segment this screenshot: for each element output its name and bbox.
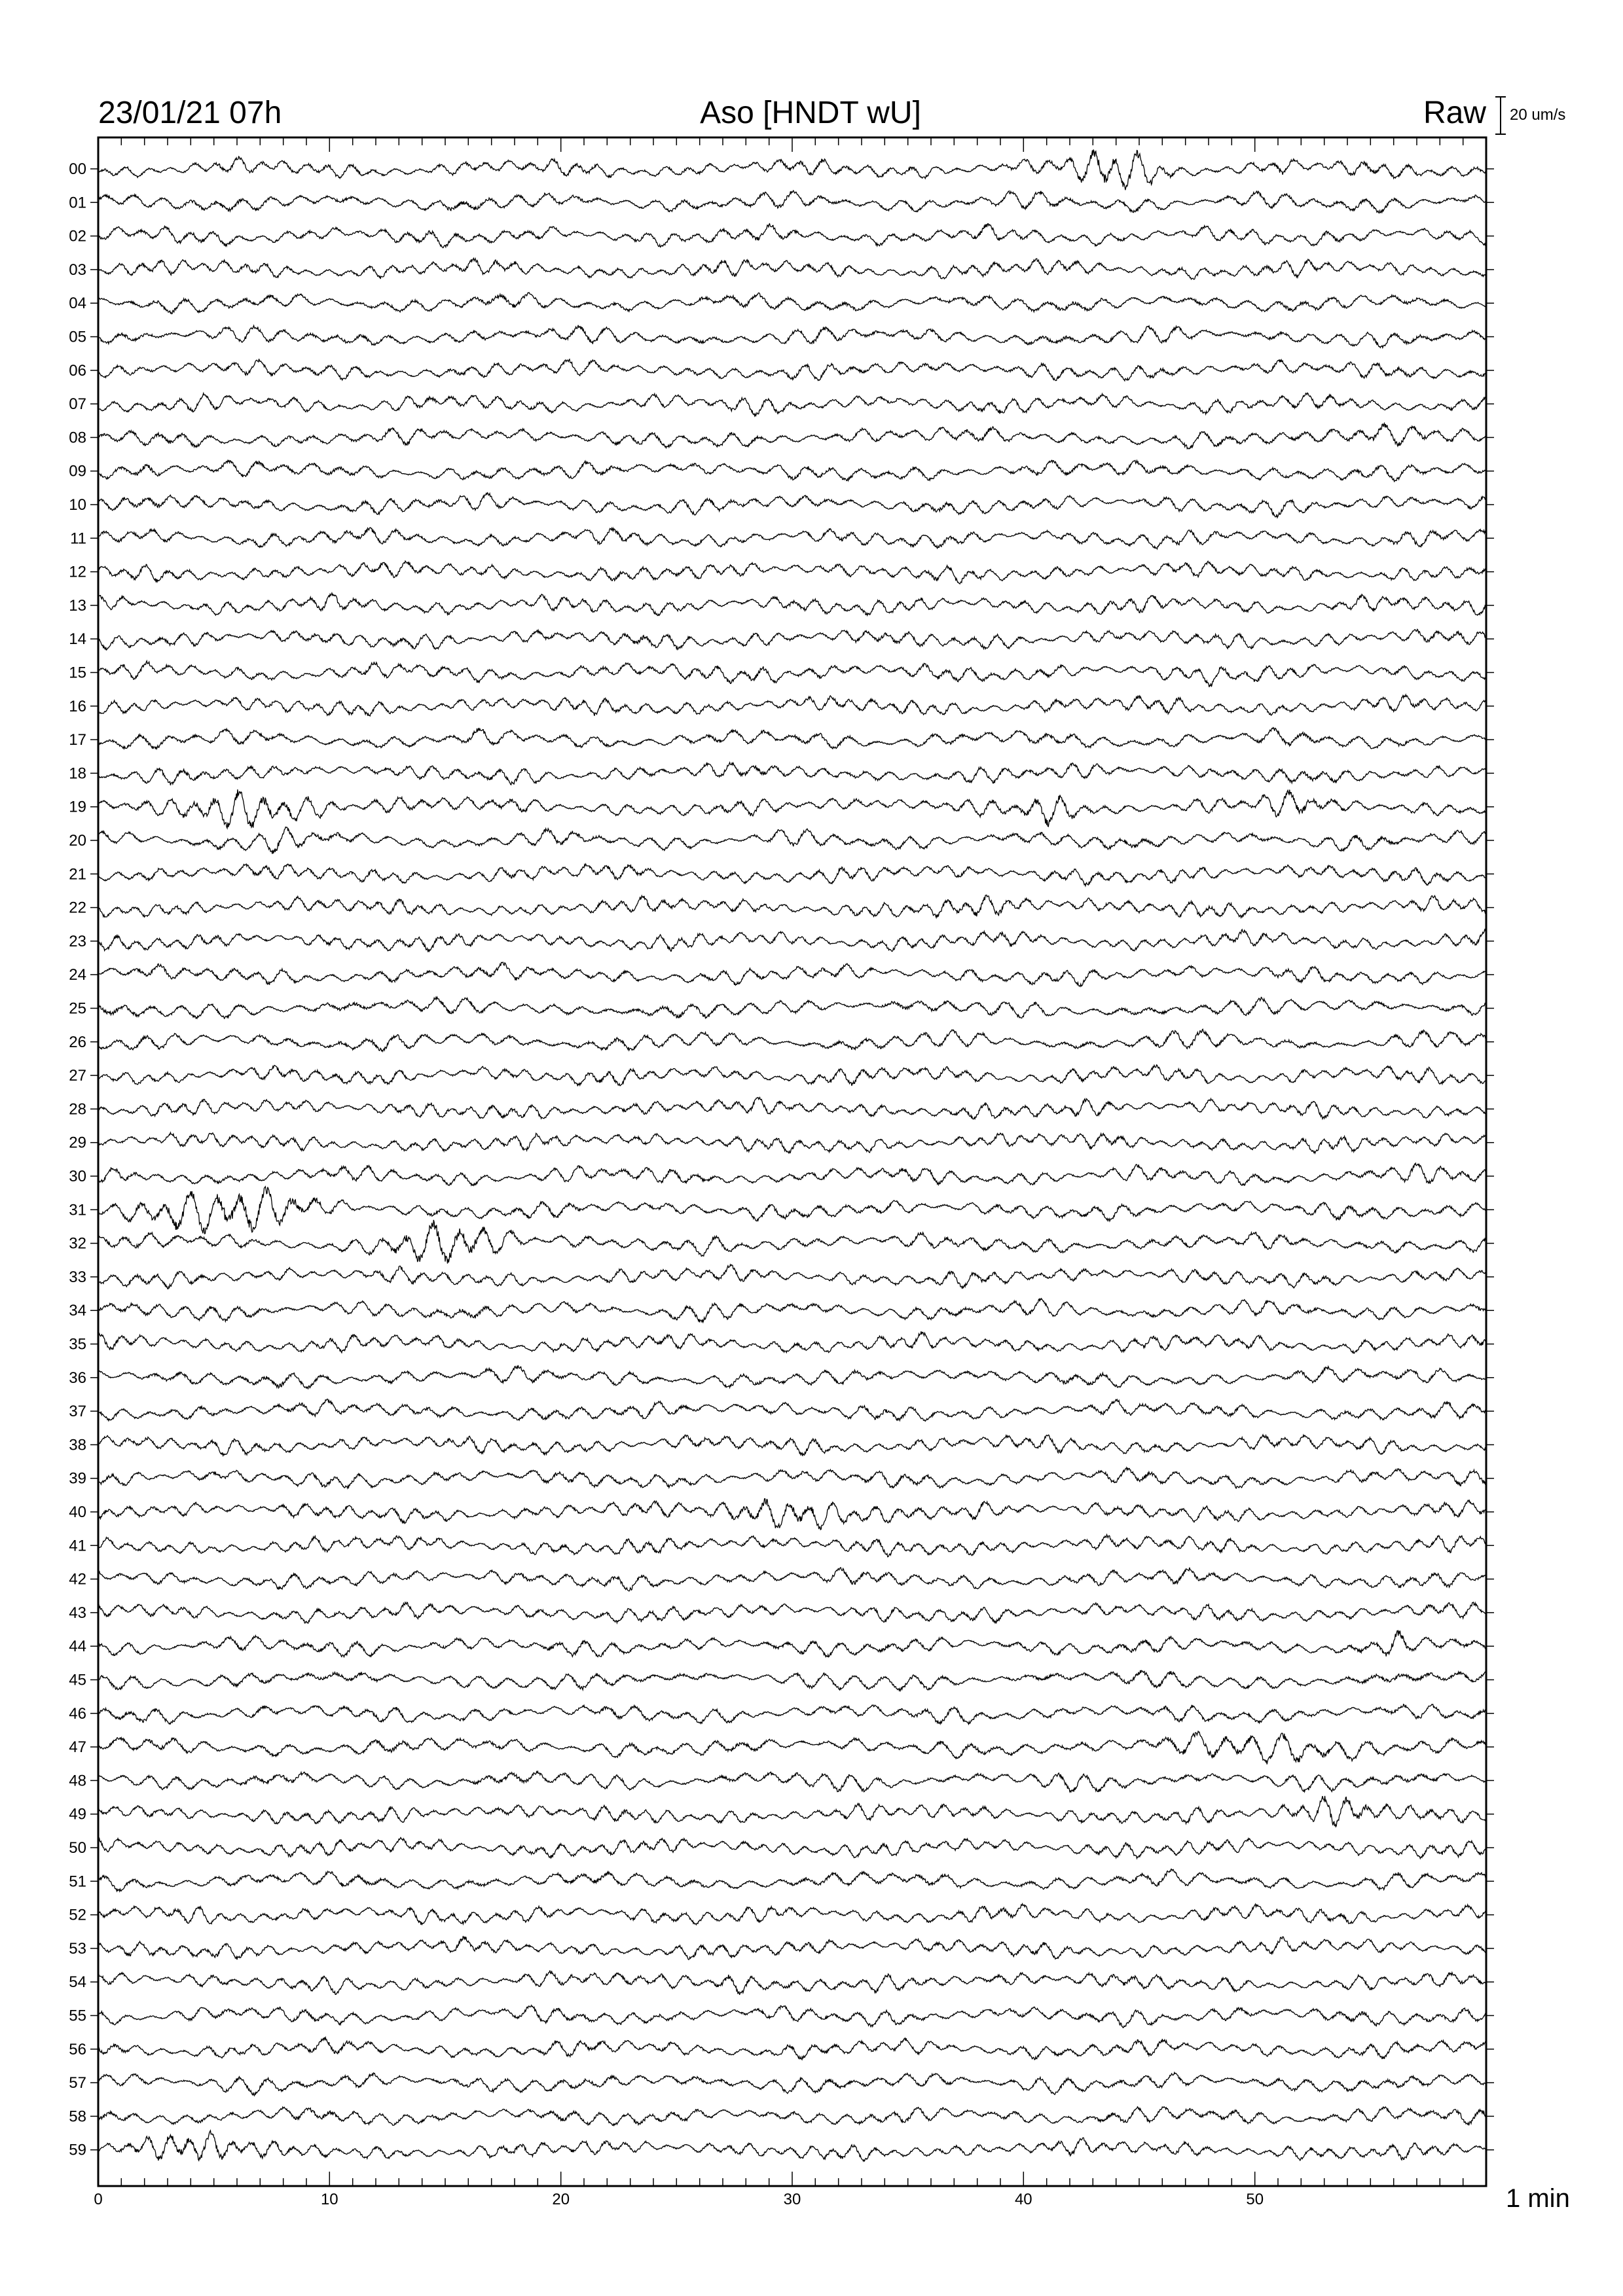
row-label: 02	[69, 227, 86, 245]
row-label: 45	[69, 1671, 86, 1689]
x-tick-label: 50	[1246, 2191, 1264, 2208]
row-label: 06	[69, 361, 86, 380]
row-label: 55	[69, 2007, 86, 2025]
row-label: 48	[69, 1772, 86, 1790]
row-label: 39	[69, 1469, 86, 1488]
header-station: Aso [HNDT wU]	[700, 96, 921, 130]
row-label: 50	[69, 1839, 86, 1857]
row-label: 08	[69, 429, 86, 447]
row-label: 25	[69, 999, 86, 1018]
row-label: 18	[69, 764, 86, 783]
header-datetime: 23/01/21 07h	[98, 96, 282, 130]
row-label: 38	[69, 1436, 86, 1454]
x-tick-label: 10	[320, 2191, 338, 2208]
row-label: 44	[69, 1638, 86, 1656]
row-label: 46	[69, 1704, 86, 1723]
row-label: 05	[69, 328, 86, 346]
row-label: 07	[69, 395, 86, 414]
x-axis-unit-label: 1 min	[1506, 2184, 1570, 2213]
row-label: 17	[69, 731, 86, 749]
x-tick-label: 0	[94, 2191, 103, 2208]
row-label: 59	[69, 2141, 86, 2159]
x-tick-label: 20	[552, 2191, 570, 2208]
row-label: 53	[69, 1939, 86, 1958]
row-label: 52	[69, 1906, 86, 1924]
row-label: 36	[69, 1369, 86, 1387]
row-label: 58	[69, 2108, 86, 2126]
row-label: 21	[69, 865, 86, 884]
row-label: 01	[69, 194, 86, 212]
row-label: 31	[69, 1201, 86, 1219]
row-label: 56	[69, 2040, 86, 2058]
row-label: 09	[69, 462, 86, 480]
row-label: 34	[69, 1302, 86, 1320]
row-label: 22	[69, 899, 86, 917]
row-label: 32	[69, 1234, 86, 1253]
row-label: 03	[69, 260, 86, 279]
row-label: 57	[69, 2074, 86, 2092]
row-label: 33	[69, 1268, 86, 1286]
row-label: 41	[69, 1537, 86, 1555]
row-label: 10	[69, 496, 86, 514]
row-label: 12	[69, 563, 86, 581]
x-tick-label: 30	[783, 2191, 801, 2208]
row-label: 35	[69, 1335, 86, 1354]
row-label: 54	[69, 1973, 86, 1992]
row-label: 27	[69, 1067, 86, 1085]
row-label: 28	[69, 1100, 86, 1119]
row-label: 49	[69, 1805, 86, 1823]
row-label: 13	[69, 596, 86, 615]
row-label: 30	[69, 1168, 86, 1185]
row-label: 51	[69, 1873, 86, 1891]
row-label: 11	[70, 529, 86, 548]
x-tick-label: 40	[1014, 2191, 1032, 2208]
row-label: 23	[69, 932, 86, 950]
row-label: 47	[69, 1738, 86, 1757]
row-label: 15	[69, 664, 86, 682]
row-label: 04	[69, 295, 86, 313]
row-label: 19	[69, 798, 86, 816]
row-label: 37	[69, 1403, 86, 1421]
row-label: 16	[69, 697, 86, 715]
row-label: 26	[69, 1033, 86, 1051]
row-label: 24	[69, 966, 86, 984]
row-label: 42	[69, 1570, 86, 1588]
row-label: 29	[69, 1134, 86, 1152]
row-label: 40	[69, 1503, 86, 1521]
row-label: 14	[69, 630, 86, 649]
row-label: 20	[69, 832, 86, 850]
header-mode: Raw	[1423, 96, 1486, 130]
row-label: 00	[69, 160, 86, 178]
scale-bar-label: 20 um/s	[1510, 106, 1566, 124]
row-label: 43	[69, 1604, 86, 1622]
